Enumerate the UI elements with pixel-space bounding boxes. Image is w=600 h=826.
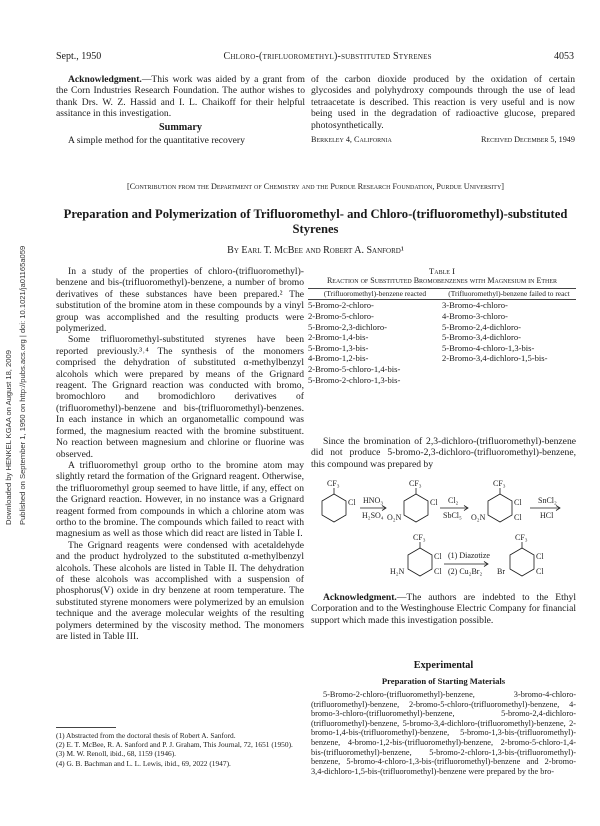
cl-label: Cl: [536, 552, 544, 561]
table-row: 5-Bromo-2-chloro- 3-Bromo-4-chloro-: [308, 300, 508, 311]
table-1: [308, 266, 576, 385]
table-row: 4-Bromo-1,2-bis- 2-Bromo-3,4-dichloro-1,5-bis-: [308, 353, 548, 364]
cf3-label: CF₃: [413, 533, 426, 542]
cl-label: Cl: [348, 498, 356, 507]
footnote-3: (3) M. W. Renoll, ibid., 68, 1159 (1946).: [56, 749, 177, 759]
reagent-sncl2: SnCl₂: [538, 496, 557, 505]
cf3-label: CF₃: [327, 479, 340, 488]
footnotes: [56, 727, 304, 768]
cl-label: Cl: [514, 498, 522, 507]
synthesis-paragraph: Some trifluoromethyl-substituted styrenes have been reported previously.³˒⁴ The synthesis of the monomers comprised the dehydration of substituted α-methylbenzyl alcohols which were prepared by means of the Grignard reagent. The Grignard reaction was conducted with bromo, bromochloro and bromodichloro derivatives of (trifluoromethyl)-benzene and bis-(trifluoromethyl)-benzenes. In each instance in which an organometallic compound was formed, the magnesium reacted with the bromine substituent. No reaction between magnesium and chlorine or fluorine was observed.: [56, 334, 304, 460]
col-reacted-header: (Trifluoromethyl)-benzene reacted: [308, 289, 442, 300]
reagent-cu2br2: (2) Cu₂Br₂: [448, 567, 483, 576]
publication-notice: Published on September 1, 1950 on http://pubs.acs.org | doi: 10.1021/ja01165a059: [18, 245, 27, 525]
table-row: 5-Bromo-1,3-bis- 5-Bromo-4-chloro-1,3-bis-: [308, 342, 535, 353]
table-subtitle: Reaction of Substituted Bromobenzenes with Magnesium in Ether: [326, 276, 558, 285]
acknowledgment-label: Acknowledgment.: [323, 592, 397, 603]
cl-label: Cl: [434, 567, 442, 576]
table-caption: Table I: [428, 266, 456, 276]
bromination-paragraph: Since the bromination of 2,3-dichloro-(trifluoromethyl)-benzene did not produce 5-bromo-2,3-dichloro-(trifluoromethyl)-benzene, this compound was prepared by: [311, 436, 576, 470]
benzene-ring: [510, 548, 534, 576]
running-title: Chloro-(trifluoromethyl)-substituted Styrenes: [223, 51, 432, 62]
benzene-ring: [408, 548, 432, 576]
nitro-label: O₂N: [387, 513, 402, 522]
grignard-paragraph: A trifluoromethyl group ortho to the bromine atom may slightly retard the formation of the Grignard reagent. Otherwise, the trifluoromethyl group seemed to have little, if any, effect on the Grignard reaction. However, in no instance was a Grignard reagent formed from compounds in which a chlorine atom was ortho to the bromine. The compounds which failed to react with magnesium as well as those which did react are listed in Table I.: [56, 459, 304, 540]
table-row: 2-Bromo-5-chloro-1,4-bis-: [308, 363, 401, 374]
summary-continued: of the carbon dioxide produced by the oxidation of certain glycosides and polyhydroxy compounds through the use of lead tetraacetate is described. This reaction is very useful and is now being used in the degradation of radioactive glucose, prepared photosynthetically.: [311, 74, 575, 131]
location: Berkeley 4, California: [311, 135, 392, 145]
bromo-label: Br: [497, 567, 505, 576]
cl-label: Cl: [430, 498, 438, 507]
table-row: 2-Bromo-1,4-bis- 5-Bromo-3,4-dichloro-: [308, 332, 521, 343]
acknowledgment: [311, 592, 576, 626]
reagent-h2so4: H₂SO₄: [362, 511, 384, 520]
table-row: 5-Bromo-2,3-dichloro- 5-Bromo-2,4-dichloro-: [308, 321, 521, 332]
col-failed-header: (Trifluoromethyl)-benzene failed to react: [442, 289, 576, 300]
summary-text: A simple method for the quantitative recovery: [68, 135, 245, 147]
reagent-hno3: HNO₃: [363, 496, 384, 505]
reagent-hcl: HCl: [540, 511, 554, 520]
footnote-rule: [56, 727, 116, 728]
cf3-label: CF₃: [493, 479, 506, 488]
received-line: [311, 134, 575, 145]
previous-article-right: [311, 74, 575, 145]
page-number: 4053: [553, 51, 574, 62]
table-row: 2-Bromo-5-chloro- 4-Bromo-3-chloro-: [308, 311, 508, 321]
reagent-diazotize: (1) Diazotize: [448, 551, 490, 560]
received-date: Received December 5, 1949: [480, 135, 575, 145]
issue-date: Sept., 1950: [56, 51, 102, 62]
benzene-ring: [488, 494, 512, 522]
download-sidebar: [2, 225, 34, 525]
previous-article-left: [56, 74, 305, 146]
main-body-left: [56, 266, 304, 642]
running-head: [56, 51, 574, 63]
experimental-heading: Experimental: [413, 660, 474, 671]
download-notice: Downloaded by HENKEL KGAA on August 18, 2009: [4, 350, 13, 525]
acknowledgment-text: —The authors are indebted to the Ethyl Corporation and to the Westinghouse Electric Company for financial support which made this investigation possible.: [311, 592, 576, 626]
cl-label: Cl: [434, 552, 442, 561]
previous-acknowledgment: Acknowledgment.—This work was aided by a grant from the Corn Industries Research Foundation. The author wishes to thank Drs. W. Z. Hassid and I. L. Chaikoff for their helpful assitance in this investigation.: [56, 74, 305, 120]
nitro-label: O₂N: [471, 513, 486, 522]
amino-label: H₂N: [390, 567, 405, 576]
experimental-text: 5-Bromo-2-chloro-(trifluoromethyl)-benzene, 3-bromo-4-chloro-(trifluoromethyl)-benzene, 2-bromo-5-chloro-(trifluoromethyl)-benzene, 4-bromo-3-chloro-(trifluoromethyl)-benzene, 5-bromo-2,4-dichloro-(trifluoromethyl)-benzene, 5-bromo-3,4-dichloro-(trifluoromethyl)-benzene, 2-bromo-1,4-bis-(trifluoromethyl)-benzene, 5-bromo-1,3-bis-(trifluoromethyl)-benzene, 4-bromo-1,2-bis-(trifluoromethyl)-benzene, 2-bromo-5-chloro-1,4-bis-(trifluoromethyl)-benzene, 5-bromo-2-chloro-1,3-bis-(trifluoromethyl)-benzene, 5-bromo-4-chloro-1,3-bis-(trifluoromethyl)-benzene and 2-bromo-3,4-dichloro-1,5-bis-(trifluoromethyl)-benzene were prepared by the bro-: [311, 690, 576, 776]
intro-paragraph: In a study of the properties of chloro-(trifluoromethyl)-benzene and bis-(trifluoromethyl)-benzene, a number of bromo derivatives of these substances have been prepared.² The substitution of the bromine atom in these compounds by a vinyl group was accomplished and the resulting products were polymerized.: [56, 266, 304, 335]
contribution-line: [Contribution from the Department of Chemistry and the Purdue Research Foundation, Purdue University]: [126, 182, 505, 191]
article-title: Preparation and Polymerization of Trifluoromethyl- and Chloro-(trifluoromethyl)-substituted Styrenes: [63, 207, 568, 236]
summary-heading: Summary: [158, 121, 202, 133]
footnote-4: (4) G. B. Bachman and L. L. Lewis, ibid., 69, 2022 (1947).: [56, 758, 231, 768]
reaction-scheme: [312, 478, 578, 590]
table-row: 5-Bromo-2-chloro-1,3-bis-: [308, 374, 401, 385]
byline: By Earl T. McBee and Robert A. Sanford¹: [227, 245, 404, 256]
reagent-cl2: Cl₂: [448, 496, 459, 505]
reagent-sbcl5: SbCl₅: [443, 511, 462, 520]
dehydration-paragraph: The Grignard reagents were condensed with acetaldehyde and the product hydrolyzed to the substituted α-methylbenzyl alcohols. These alcohols are listed in Table II. The dehydration of these alcohols was accomplished with a suspension of phosphorus(V) oxide in dry benzene at room temperature. The substituted styrene monomers were polymerized by an emulsion technique and the average molecular weights of the resulting polymers determined by the viscosity method. The monomers are listed in Table III.: [56, 539, 304, 642]
table-grid: [308, 288, 576, 385]
preparation-heading: Preparation of Starting Materials: [381, 676, 506, 686]
cl-label: Cl: [514, 513, 522, 522]
cf3-label: CF₃: [409, 479, 422, 488]
cl-label: Cl: [536, 567, 544, 576]
footnote-2: (2) E. T. McBee, R. A. Sanford and P. J. Graham, This Journal, 72, 1651 (1950).: [56, 740, 293, 750]
benzene-ring: [322, 494, 346, 522]
cf3-label: CF₃: [515, 533, 528, 542]
footnote-1: (1) Abstracted from the doctoral thesis of Robert A. Sanford.: [56, 731, 236, 740]
benzene-ring: [404, 494, 428, 522]
